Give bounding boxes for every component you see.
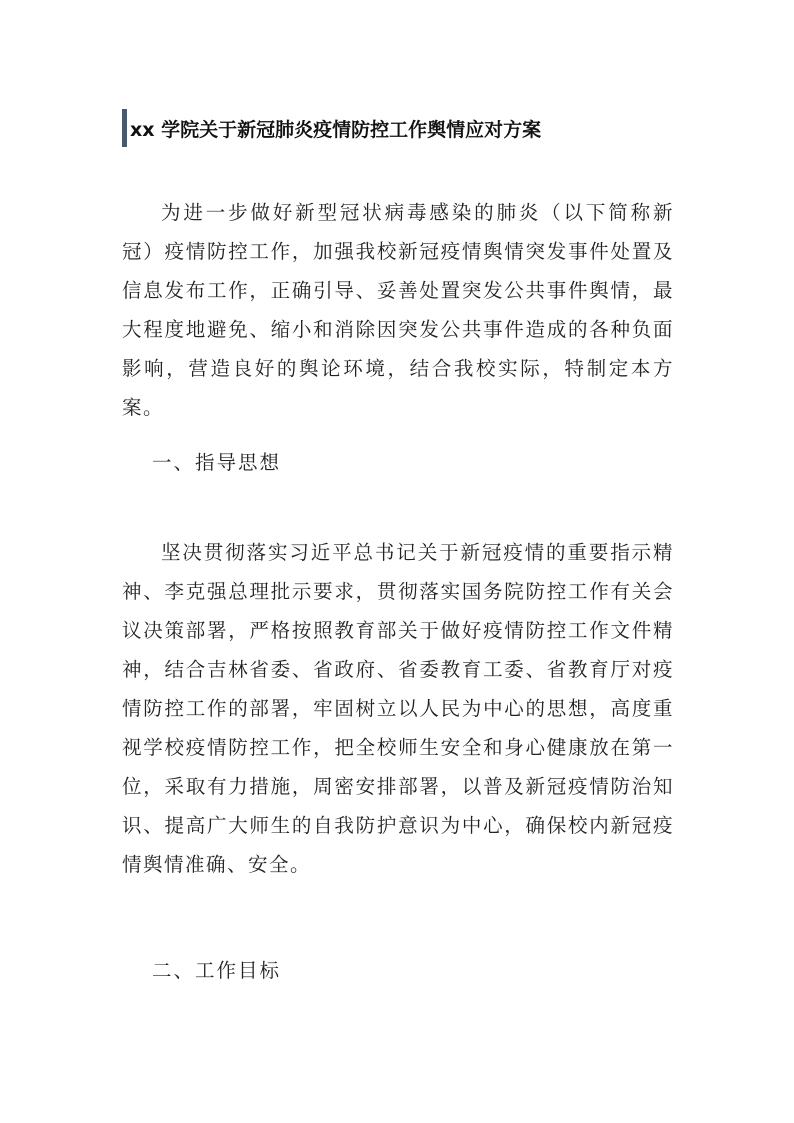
title-accent-bar [122, 109, 127, 147]
intro-paragraph: 为进一步做好新型冠状病毒感染的肺炎（以下简称新冠）疫情防控工作，加强我校新冠疫情舆情突发事件处置及信息发布工作，正确引导、妥善处置突发公共事件舆情，最大程度地避免、缩小和消除因突发公共事件造成的各种负面影响，营造良好的舆论环境，结合我校实际，特制定本方案。 [122, 201, 674, 419]
section-body-guiding-ideology: 坚决贯彻落实习近平总书记关于新冠疫情的重要指示精神、李克强总理批示要求，贯彻落实国务院防控工作有关会议决策部署，严格按照教育部关于做好疫情防控工作文件精神，结合吉林省委、省政府、省委教育工委、省教育厅对疫情防控工作的部署，牢固树立以人民为中心的思想，高度重视学校疫情防控工作，把全校师生安全和身心健康放在第一位，采取有力措施，周密安排部署，以普及新冠疫情防治知识、提高广大师生的自我防护意识为中心，确保校内新冠疫情舆情准确、安全。 [122, 541, 674, 876]
section-heading-work-goals: 二、工作目标 [152, 959, 282, 982]
section-heading-guiding-ideology: 一、指导思想 [152, 451, 282, 474]
document-title-block [122, 108, 541, 148]
document-title: xx 学院关于新冠肺炎疫情防控工作舆情应对方案 [130, 118, 542, 141]
